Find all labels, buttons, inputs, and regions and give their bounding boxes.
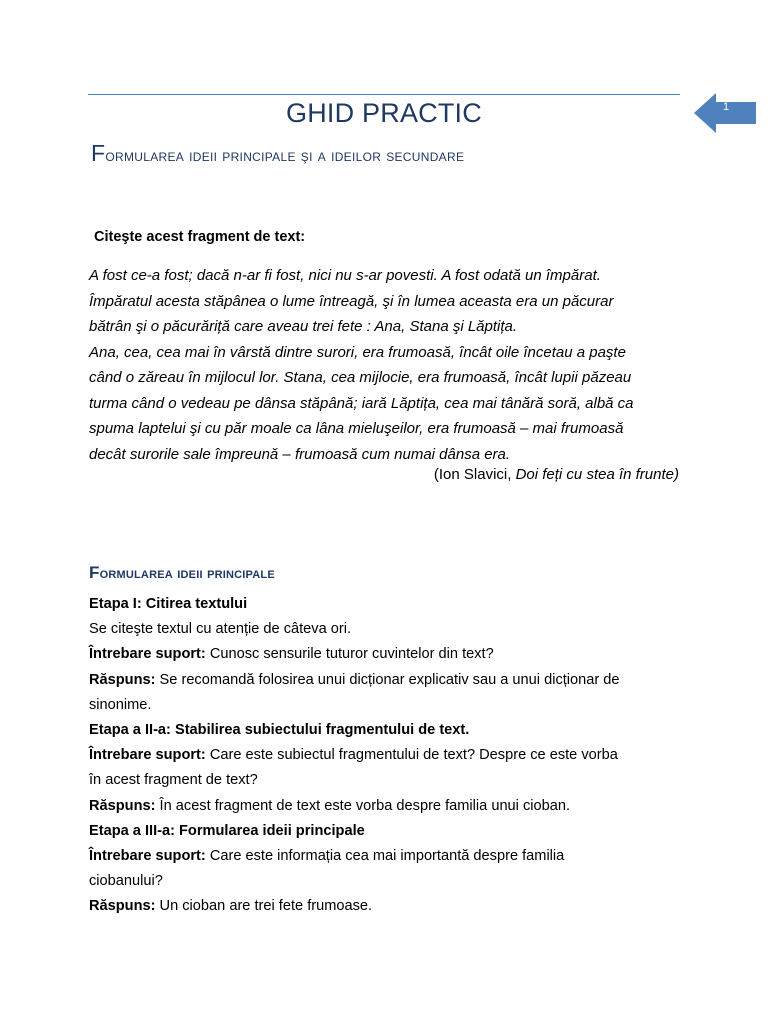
question-label: Întrebare suport:	[89, 848, 206, 865]
question-label: Întrebare suport:	[89, 747, 206, 764]
section-heading-text: ormularea ideii principale	[99, 565, 275, 582]
step-heading: Etapa a III-a: Formularea ideii principale	[89, 822, 365, 839]
page-subtitle	[91, 140, 691, 167]
excerpt-line: când o zăreau în mijlocul lor. Stana, cea mijlocie, era frumoasă, încât lupii păzeau	[89, 369, 632, 386]
answer-text: Se recomandă folosirea unui dicționar explicativ sau a unui dicționar de	[155, 671, 620, 688]
citation-work: Doi feți cu stea în frunte)	[515, 466, 679, 483]
citation	[89, 466, 679, 483]
instruction-text: Citeşte acest fragment de text:	[94, 229, 306, 245]
excerpt-line: decât surorile sale împreună – frumoasă cum numai dânsa era.	[89, 445, 511, 463]
excerpt-line: A fost ce-a fost; dacă n-ar fi fost, nici nu s-ar povesti. A fost odată un împărat.	[89, 267, 601, 284]
question-row	[89, 743, 689, 768]
section-heading-initial: F	[89, 563, 100, 582]
excerpt-line: bătrân şi o păcurăriță care aveau trei fete : Ana, Stana şi Lăptița.	[89, 318, 518, 335]
answer-text: În acest fragment de text este vorba despre familia unui cioban.	[155, 797, 571, 814]
citation-author: (Ion Slavici,	[433, 466, 516, 483]
excerpt-line: spuma laptelui şi cu păr moale ca lâna mieluşeilor, era frumoasă – mai frumoasă	[89, 420, 624, 437]
subtitle-initial: F	[91, 140, 106, 166]
answer-label: Răspuns:	[89, 797, 156, 814]
answer-row	[89, 794, 689, 819]
excerpt-line: turma când o vedeau pe dânsa stăpână; iară Lăptița, cea mai tânără soră, albă ca	[89, 394, 634, 412]
excerpt-line: Ana, cea, cea mai în vârstă dintre surori, era frumoasă, încât oile încetau a paşte	[89, 343, 626, 361]
page-title: GHID PRACTIC	[286, 98, 482, 128]
step-heading: Etapa a II-a: Stabilirea subiectului fragmentului de text.	[89, 722, 470, 739]
steps-list	[89, 592, 689, 920]
header-rule	[88, 94, 680, 95]
answer-label: Răspuns:	[89, 671, 156, 688]
answer-text: Un cioban are trei fete frumoase.	[155, 898, 373, 915]
step-heading: Etapa I: Citirea textului	[89, 596, 248, 612]
subtitle-text: ormularea ideii principale şi a ideilor secundare	[105, 146, 465, 165]
question-text-continued: ciobanului?	[89, 873, 163, 890]
page-number-arrow-icon	[694, 93, 756, 133]
page-number: 1	[722, 101, 730, 113]
question-text: Cunosc sensurile tuturor cuvintelor din text?	[205, 646, 494, 663]
excerpt-line: Împăratul acesta stăpânea o lume întreagă, şi în lumea aceasta era un păcurar	[89, 292, 614, 310]
answer-text-continued: sinonime.	[89, 696, 152, 713]
question-row	[89, 642, 689, 667]
answer-row	[89, 668, 689, 693]
text-excerpt	[89, 263, 681, 467]
step-text: Se citeşte textul cu atenție de câteva ori.	[89, 621, 352, 638]
question-text-continued: în acest fragment de text?	[89, 772, 258, 789]
section-heading	[89, 563, 275, 583]
question-text: Care este informația cea mai importantă despre familia	[205, 848, 565, 865]
answer-label: Răspuns:	[89, 898, 156, 915]
question-row	[89, 844, 689, 869]
question-label: Întrebare suport:	[89, 646, 206, 663]
answer-row	[89, 894, 689, 919]
question-text: Care este subiectul fragmentului de text? Despre ce este vorba	[205, 747, 618, 764]
